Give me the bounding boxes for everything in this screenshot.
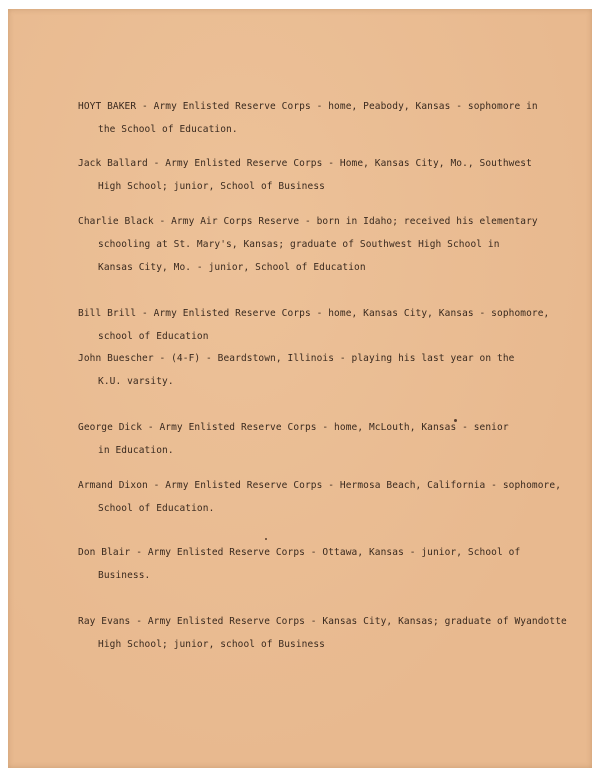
entry-line: George Dick - Army Enlisted Reserve Corps - home, McLouth, Kansas - senior — [78, 422, 509, 433]
entry-line: Armand Dixon - Army Enlisted Reserve Corps - Hermosa Beach, California - sophomore, — [78, 480, 562, 491]
entry-line: in Education. — [98, 445, 174, 456]
entry-hoyt-baker — [78, 95, 558, 141]
entry-line: School of Education. — [98, 503, 215, 514]
entry-line: schooling at St. Mary's, Kansas; graduate of Southwest High School in — [98, 239, 500, 250]
entry-line: Ray Evans - Army Enlisted Reserve Corps - Kansas City, Kansas; graduate of Wyandotte — [78, 616, 567, 627]
entry-line: school of Education — [98, 331, 209, 342]
entry-line: Kansas City, Mo. - junior, School of Education — [98, 262, 366, 273]
entry-line: Bill Brill - Army Enlisted Reserve Corps - home, Kansas City, Kansas - sophomore, — [78, 308, 550, 319]
entry-ray-evans — [78, 610, 567, 656]
entry-line: High School; junior, school of Business — [98, 639, 325, 650]
entry-jack-ballard — [78, 152, 558, 198]
entry-line: Don Blair - Army Enlisted Reserve Corps - Ottawa, Kansas - junior, School of — [78, 547, 521, 558]
entry-line: HOYT BAKER - Army Enlisted Reserve Corps - home, Peabody, Kansas - sophomore in — [78, 101, 538, 112]
entry-line: John Buescher - (4-F) - Beardstown, Illinois - playing his last year on the — [78, 353, 515, 364]
entry-line: K.U. varsity. — [98, 376, 174, 387]
entry-don-blair — [78, 541, 558, 587]
entry-line: the School of Education. — [98, 124, 238, 135]
entry-line: Jack Ballard - Army Enlisted Reserve Corps - Home, Kansas City, Mo., Southwest — [78, 158, 532, 169]
entry-armand-dixon — [78, 474, 562, 520]
entry-line: Business. — [98, 570, 151, 581]
entry-bill-brill — [78, 302, 558, 348]
entry-john-buescher — [78, 347, 558, 393]
ink-speck — [265, 538, 267, 540]
entry-george-dick — [78, 416, 558, 462]
entry-charlie-black — [78, 210, 558, 279]
entry-line: High School; junior, School of Business — [98, 181, 325, 192]
entry-line: Charlie Black - Army Air Corps Reserve - born in Idaho; received his elementary — [78, 216, 538, 227]
